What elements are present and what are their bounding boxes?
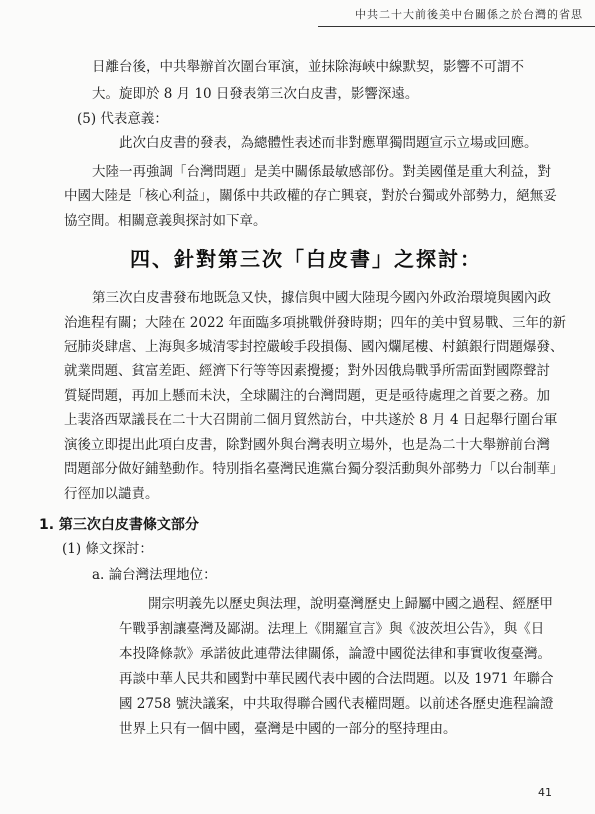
list-item-clause-discussion: (1) 條文探討：	[62, 541, 153, 557]
paragraph-line-2: 治進程有關；大陸在 2022 年面臨多項挑戰併發時期；四年的美中貿易戰、三年的新	[64, 315, 566, 331]
item-a-body-line-5: 國 2758 號決議案，中共取得聯合國代表權問題。以前述各歷史進程論證	[119, 696, 554, 712]
body-line-1: 日離台後，中共舉辦首次圍台軍演，並抹除海峽中線默契，影響不可謂不	[92, 59, 524, 75]
paragraph-line-4: 就業問題、貧富差距、經濟下行等等因素攪擾；對外因俄烏戰爭所需面對國際聲討	[64, 363, 550, 379]
header-rule	[318, 26, 595, 27]
paragraph-line-3: 冠肺炎肆虐、上海與多城清零封控嚴峻手段損傷、國內爛尾樓、村鎮銀行問題爆發、	[64, 339, 564, 355]
paragraph-line-7: 演後立即提出此項白皮書，除對國外與台灣表明立場外，也是為二十大舉辦前台灣	[64, 437, 550, 453]
body-line-2: 大。旋即於 8 月 10 日發表第三次白皮書，影響深遠。	[92, 86, 419, 102]
body-line-6: 協空間。相關意義與探討如下章。	[64, 213, 267, 229]
item-a-body-line-3: 本投降條款》承諾彼此連帶法律關係，論證中國從法律和事實收復臺灣。	[119, 646, 551, 662]
list-item-representative-meaning: (5) 代表意義：	[77, 111, 168, 127]
item-a-body-line-1: 開宗明義先以歷史與法理，說明臺灣歷史上歸屬中國之過程、經歷甲	[148, 596, 553, 612]
body-line-4: 大陸一再強調「台灣問題」是美中關係最敏感部份。對美國僅是重大利益，對	[92, 164, 551, 180]
item-a-body-line-2: 午戰爭割讓臺灣及鄙湖。法理上《開羅宣言》與《波茨坦公告》，與《日	[119, 621, 545, 637]
paragraph-line-8: 問題部分做好鋪墊動作。特別指名臺灣民進黨台獨分裂活動與外部勢力「以台制華」	[64, 461, 564, 477]
paragraph-line-6: 上裴洛西眾議長在二十大召開前二個月貿然訪台，中共遂於 8 月 4 日起舉行圍台軍	[64, 412, 558, 428]
paragraph-line-9: 行徑加以譴責。	[64, 486, 159, 502]
paragraph-line-5: 質疑問題，再加上懸而未決，全球關注的台灣問題，更是亟待處理之首要之務。加	[64, 388, 550, 404]
subsection-heading: 1. 第三次白皮書條文部分	[39, 517, 199, 533]
body-line-3: 此次白皮書的發表，為總體性表述而非對應單獨問題宣示立場或回應。	[119, 135, 538, 151]
paragraph-line-1: 第三次白皮書發布地既急又快，據信與中國大陸現今國內外政治環境與國內政	[92, 290, 551, 306]
body-line-5: 中國大陸是「核心利益」，關係中共政權的存亡興衰，對於台獨或外部勢力，絕無妥	[64, 188, 557, 204]
running-header: 中共二十大前後美中台關係之於台灣的省思	[355, 8, 583, 21]
item-a-body-line-4: 再談中華人民共和國對中華民國代表中國的合法問題。以及 1971 年聯合	[119, 671, 554, 687]
page-number: 41	[538, 786, 552, 799]
section-heading: 四、針對第三次「白皮書」之探討：	[130, 247, 482, 271]
item-a-body-line-6: 世界上只有一個中國，臺灣是中國的一部分的堅持理由。	[119, 721, 457, 737]
list-item-legal-status: a. 論台灣法理地位：	[92, 567, 217, 583]
